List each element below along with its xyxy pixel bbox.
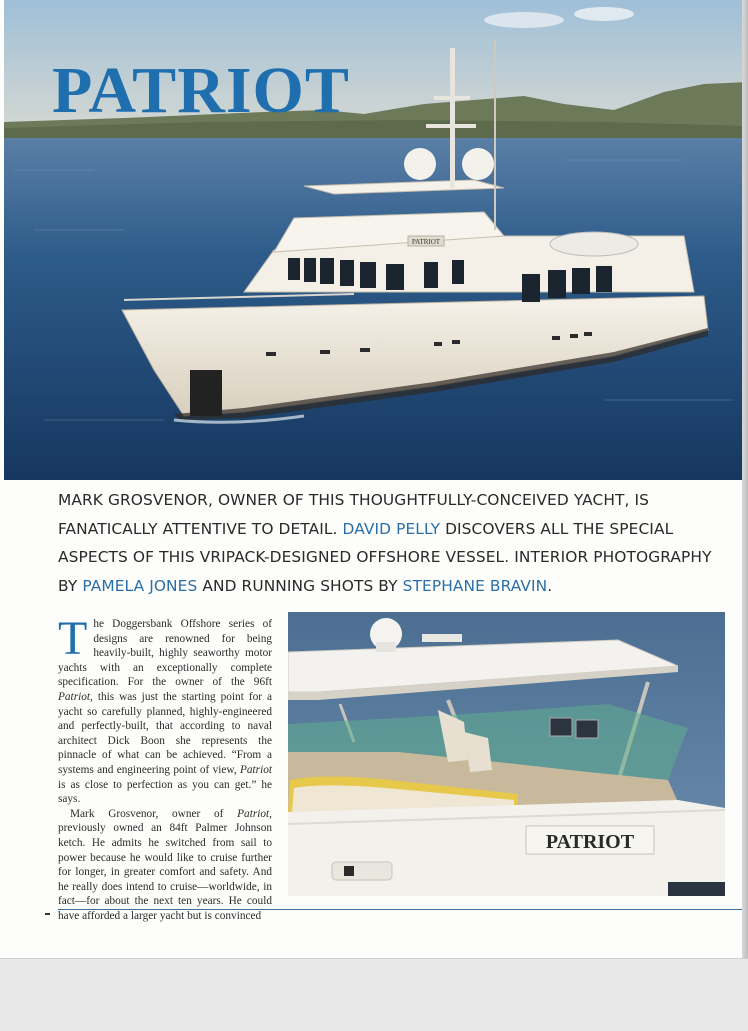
deck-photographer-1: PAMELA JONES bbox=[82, 576, 198, 595]
p2-text-b: previously owned an 84ft Palmer Johnson ketch. He admits he switched from sail to power because he would like to cruise further for longer, in greater comfort and safety. And he really does intend to cruise—worldwide, in fact—for about the next ten years. He could have afforded a larger yacht but is convinced bbox=[58, 822, 272, 922]
article-title: PATRIOT bbox=[52, 54, 350, 127]
p1-text-b: this was just the starting point for a yacht so carefully planned, highly-engineered and perfectly-built, that according to naval architect Dick Boon she represents the pinnacle of what can be achieved. “From a systems and engineering point of view, bbox=[58, 690, 272, 776]
article-deck bbox=[58, 486, 723, 600]
hero-nameplate-text: PATRIOT bbox=[411, 238, 441, 246]
article-body bbox=[58, 612, 272, 923]
deck-author: DAVID PELLY bbox=[342, 519, 441, 538]
p1-text-a: he Doggersbank Offshore series of designs are renowned for being heavily-built, highly seaworthy motor yachts with an exceptionally complete specification. For the owner of the 96ft bbox=[58, 618, 272, 689]
p1-text-c: is as close to perfection as you can get.” he says. bbox=[58, 778, 272, 806]
p1-em-1: Patriot, bbox=[58, 690, 93, 703]
page-edge bbox=[742, 0, 748, 958]
deck-text-3: AND RUNNING SHOTS BY bbox=[197, 576, 403, 595]
deck-text-1: MARK GROSVENOR, OWNER OF THIS THOUGHTFULLY-CONCEIVED YACHT, IS FANATICALLY ATTENTIVE TO DETAIL. bbox=[58, 491, 649, 538]
flybridge-photo bbox=[288, 612, 725, 896]
bottom-rule-tick bbox=[45, 913, 50, 915]
bottom-rule bbox=[58, 909, 748, 910]
inset-nameplate-text: PATRIOT bbox=[545, 831, 635, 853]
drop-cap: T bbox=[58, 612, 88, 665]
deck-photographer-2: STEPHANE BRAVIN bbox=[402, 576, 548, 595]
p1-em-2: Patriot bbox=[239, 763, 272, 776]
scan-bottom-margin bbox=[0, 958, 748, 1031]
p2-text-a: Mark Grosvenor, owner of bbox=[70, 807, 238, 820]
body-paragraph-1 bbox=[58, 612, 272, 807]
deck-text-4: . bbox=[547, 576, 553, 595]
deck-text-2: DISCOVERS ALL THE SPECIAL ASPECTS OF THIS VRIPACK-DESIGNED OFFSHORE VESSEL. INTERIOR PHOTOGRAPHY BY bbox=[58, 519, 712, 595]
p2-em: Patriot, bbox=[237, 807, 272, 820]
body-paragraph-2 bbox=[58, 807, 272, 924]
